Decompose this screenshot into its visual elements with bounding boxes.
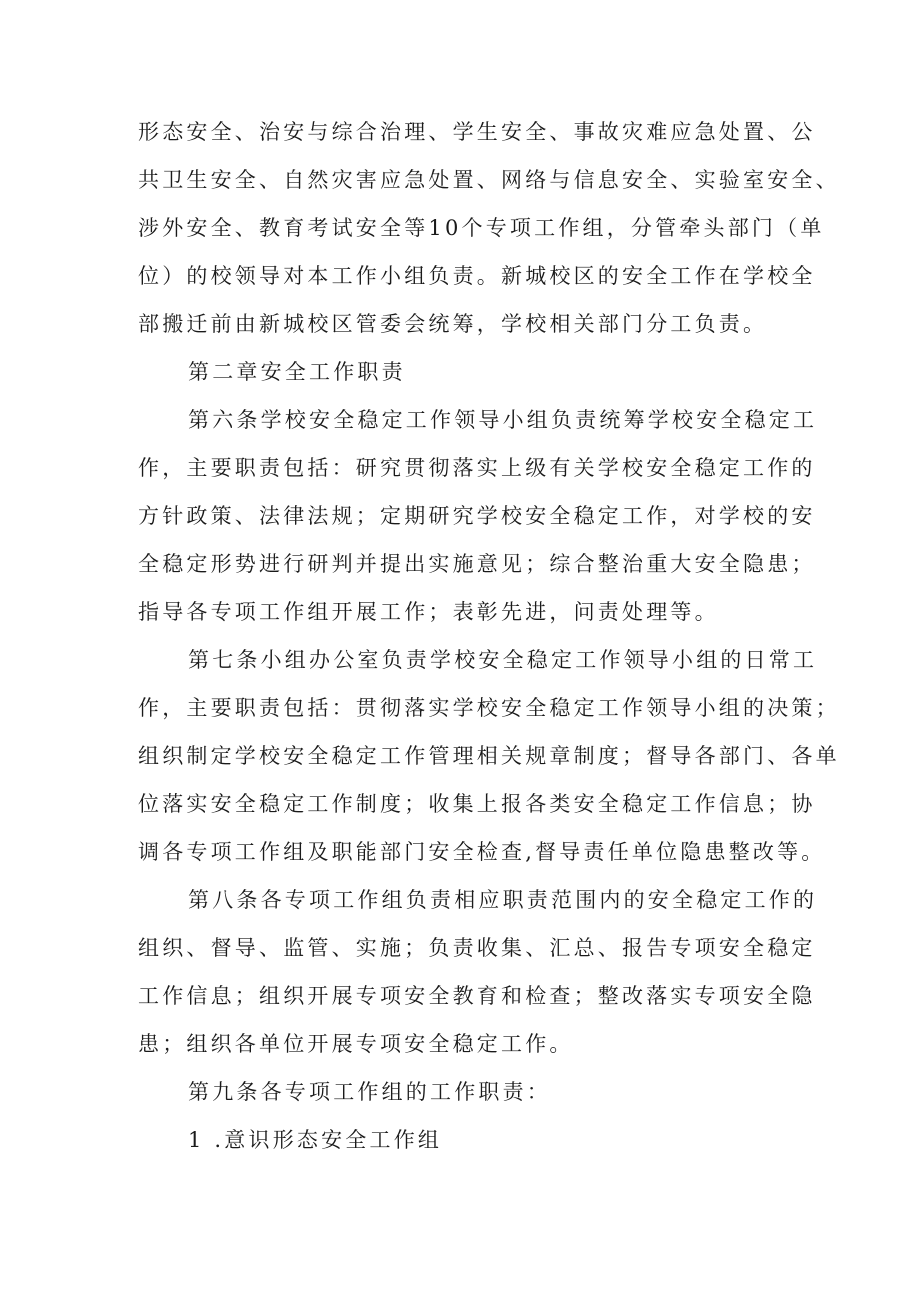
article-8-line: 第八条各专项工作组负责相应职责范围内的安全稳定工作的 xyxy=(188,888,818,912)
article-6-line: 作，主要职责包括：研究贯彻落实上级有关学校安全稳定工作的 xyxy=(138,456,816,480)
text-line: 部搬迁前由新城校区管委会统筹，学校相关部门分工负责。 xyxy=(138,312,768,336)
article-7-line: 作，主要职责包括：贯彻落实学校安全稳定工作领导小组的决策； xyxy=(138,696,840,720)
text-line: 位）的校领导对本工作小组负责。新城校区的安全工作在学校全 xyxy=(138,264,816,288)
text-line: 共卫生安全、自然灾害应急处置、网络与信息安全、实验室安全、 xyxy=(138,168,840,192)
article-6-line: 全稳定形势进行研判并提出实施意见；综合整治重大安全隐患； xyxy=(138,552,816,576)
article-7-line: 第七条小组办公室负责学校安全稳定工作领导小组的日常工 xyxy=(188,648,818,672)
article-6-line: 指导各专项工作组开展工作；表彰先进，问责处理等。 xyxy=(138,600,719,624)
chapter-title: 第二章安全工作职责 xyxy=(188,360,406,384)
article-8-line: 组织、督导、监管、实施；负责收集、汇总、报告专项安全稳定 xyxy=(138,936,816,960)
article-9-title: 第九条各专项工作组的工作职责： xyxy=(188,1080,551,1104)
article-6-line: 第六条学校安全稳定工作领导小组负责统筹学校安全稳定工 xyxy=(188,408,818,432)
article-6-line: 方针政策、法律法规；定期研究学校安全稳定工作，对学校的安 xyxy=(138,504,816,528)
article-7-line: 组织制定学校安全稳定工作管理相关规章制度；督导各部门、各单 xyxy=(138,744,840,768)
text-line: 形态安全、治安与综合治理、学生安全、事故灾难应急处置、公 xyxy=(138,120,816,144)
article-8-line: 患；组织各单位开展专项安全稳定工作。 xyxy=(138,1032,574,1056)
text-line: 涉外安全、教育考试安全等10个专项工作组，分管牵头部门（单 xyxy=(138,216,825,240)
article-8-line: 工作信息；组织开展专项安全教育和检查；整改落实专项安全隐 xyxy=(138,984,816,1008)
article-7-line: 位落实安全稳定工作制度；收集上报各类安全稳定工作信息；协 xyxy=(138,792,816,816)
document-body xyxy=(138,108,840,1164)
article-7-line: 调各专项工作组及职能部门安全检查,督导责任单位隐患整改等。 xyxy=(138,840,826,864)
item-1-title: 1 .意识形态安全工作组 xyxy=(188,1128,443,1152)
